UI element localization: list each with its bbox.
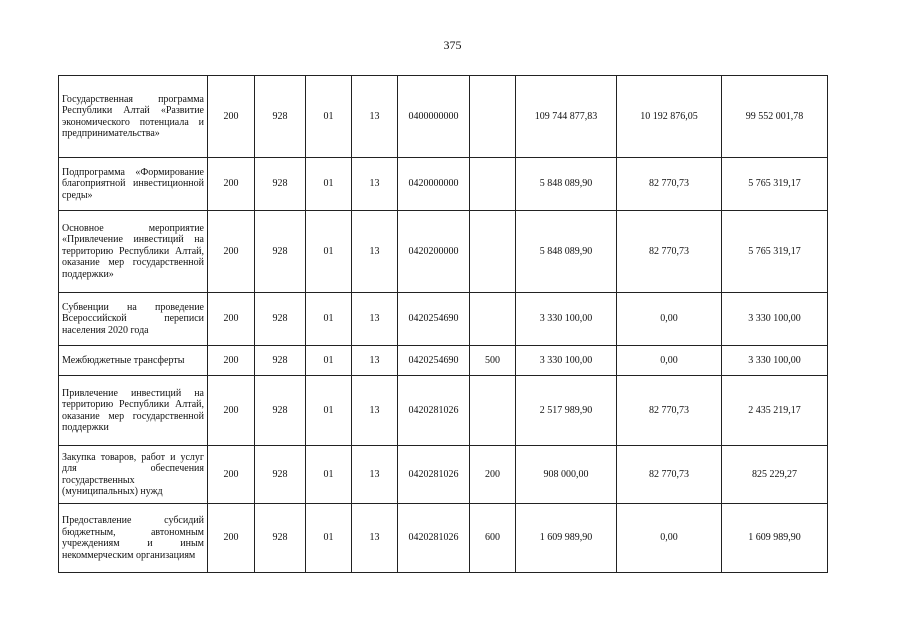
cell-code-3: 01 [306,211,352,293]
table-row [59,446,828,504]
cell-code-1: 200 [208,446,255,504]
cell-value-1: 5 848 089,90 [516,158,617,211]
cell-code-4: 13 [352,376,398,446]
cell-value-2: 10 192 876,05 [617,76,722,158]
cell-code-5: 0420281026 [398,376,470,446]
cell-value-3: 99 552 001,78 [722,76,828,158]
row-name: Основное мероприятие «Привлечение инвестиций на территорию Республики Алтай, оказание мер государственной поддержки» [59,211,208,293]
cell-code-2: 928 [255,446,306,504]
budget-table [58,75,828,573]
cell-code-6 [470,158,516,211]
cell-value-2: 82 770,73 [617,158,722,211]
cell-code-3: 01 [306,446,352,504]
cell-value-3: 5 765 319,17 [722,211,828,293]
cell-value-2: 0,00 [617,504,722,573]
cell-code-3: 01 [306,76,352,158]
cell-code-1: 200 [208,158,255,211]
cell-code-6: 200 [470,446,516,504]
cell-value-1: 908 000,00 [516,446,617,504]
cell-code-2: 928 [255,346,306,376]
cell-value-1: 109 744 877,83 [516,76,617,158]
cell-value-2: 82 770,73 [617,446,722,504]
row-name: Субвенции на проведение Всероссийской переписи населения 2020 года [59,293,208,346]
cell-code-2: 928 [255,504,306,573]
cell-code-2: 928 [255,76,306,158]
cell-code-4: 13 [352,76,398,158]
cell-value-3: 825 229,27 [722,446,828,504]
cell-code-1: 200 [208,211,255,293]
cell-code-3: 01 [306,158,352,211]
cell-code-2: 928 [255,211,306,293]
cell-code-5: 0420000000 [398,158,470,211]
cell-value-2: 0,00 [617,293,722,346]
cell-code-5: 0420281026 [398,446,470,504]
cell-code-6 [470,293,516,346]
cell-code-3: 01 [306,346,352,376]
table-row [59,76,828,158]
cell-code-5: 0420254690 [398,346,470,376]
cell-code-4: 13 [352,293,398,346]
cell-value-1: 1 609 989,90 [516,504,617,573]
cell-value-2: 82 770,73 [617,211,722,293]
cell-code-3: 01 [306,293,352,346]
table-row [59,504,828,573]
cell-code-1: 200 [208,376,255,446]
row-name: Межбюджетные трансферты [59,346,208,376]
cell-value-1: 5 848 089,90 [516,211,617,293]
cell-code-2: 928 [255,293,306,346]
cell-code-6 [470,76,516,158]
cell-code-4: 13 [352,346,398,376]
table-row [59,346,828,376]
cell-value-3: 5 765 319,17 [722,158,828,211]
page-number: 375 [443,38,462,52]
cell-value-1: 3 330 100,00 [516,293,617,346]
cell-code-2: 928 [255,376,306,446]
cell-code-5: 0420200000 [398,211,470,293]
cell-code-5: 0400000000 [398,76,470,158]
cell-value-1: 2 517 989,90 [516,376,617,446]
row-name: Подпрограмма «Формирование благоприятной инвестиционной среды» [59,158,208,211]
row-name: Привлечение инвестиций на территорию Республики Алтай, оказание мер государственной поддержки [59,376,208,446]
cell-code-4: 13 [352,158,398,211]
row-name: Предоставление субсидий бюджетным, автономным учреждениям и иным некоммерческим организациям [59,504,208,573]
cell-code-1: 200 [208,346,255,376]
cell-code-5: 0420254690 [398,293,470,346]
cell-code-4: 13 [352,504,398,573]
table-row [59,376,828,446]
cell-code-5: 0420281026 [398,504,470,573]
cell-value-3: 1 609 989,90 [722,504,828,573]
cell-code-6: 500 [470,346,516,376]
cell-code-3: 01 [306,504,352,573]
cell-value-3: 2 435 219,17 [722,376,828,446]
cell-value-2: 0,00 [617,346,722,376]
row-name: Государственная программа Республики Алтай «Развитие экономического потенциала и предпринимательства» [59,76,208,158]
cell-value-2: 82 770,73 [617,376,722,446]
row-name: Закупка товаров, работ и услуг для обеспечения государственных (муниципальных) нужд [59,446,208,504]
cell-value-1: 3 330 100,00 [516,346,617,376]
cell-value-3: 3 330 100,00 [722,346,828,376]
table-row [59,293,828,346]
table-row [59,211,828,293]
table-row [59,158,828,211]
cell-code-3: 01 [306,376,352,446]
cell-code-4: 13 [352,211,398,293]
cell-code-1: 200 [208,293,255,346]
cell-code-6: 600 [470,504,516,573]
cell-code-1: 200 [208,504,255,573]
cell-value-3: 3 330 100,00 [722,293,828,346]
cell-code-6 [470,211,516,293]
cell-code-6 [470,376,516,446]
cell-code-2: 928 [255,158,306,211]
cell-code-4: 13 [352,446,398,504]
cell-code-1: 200 [208,76,255,158]
